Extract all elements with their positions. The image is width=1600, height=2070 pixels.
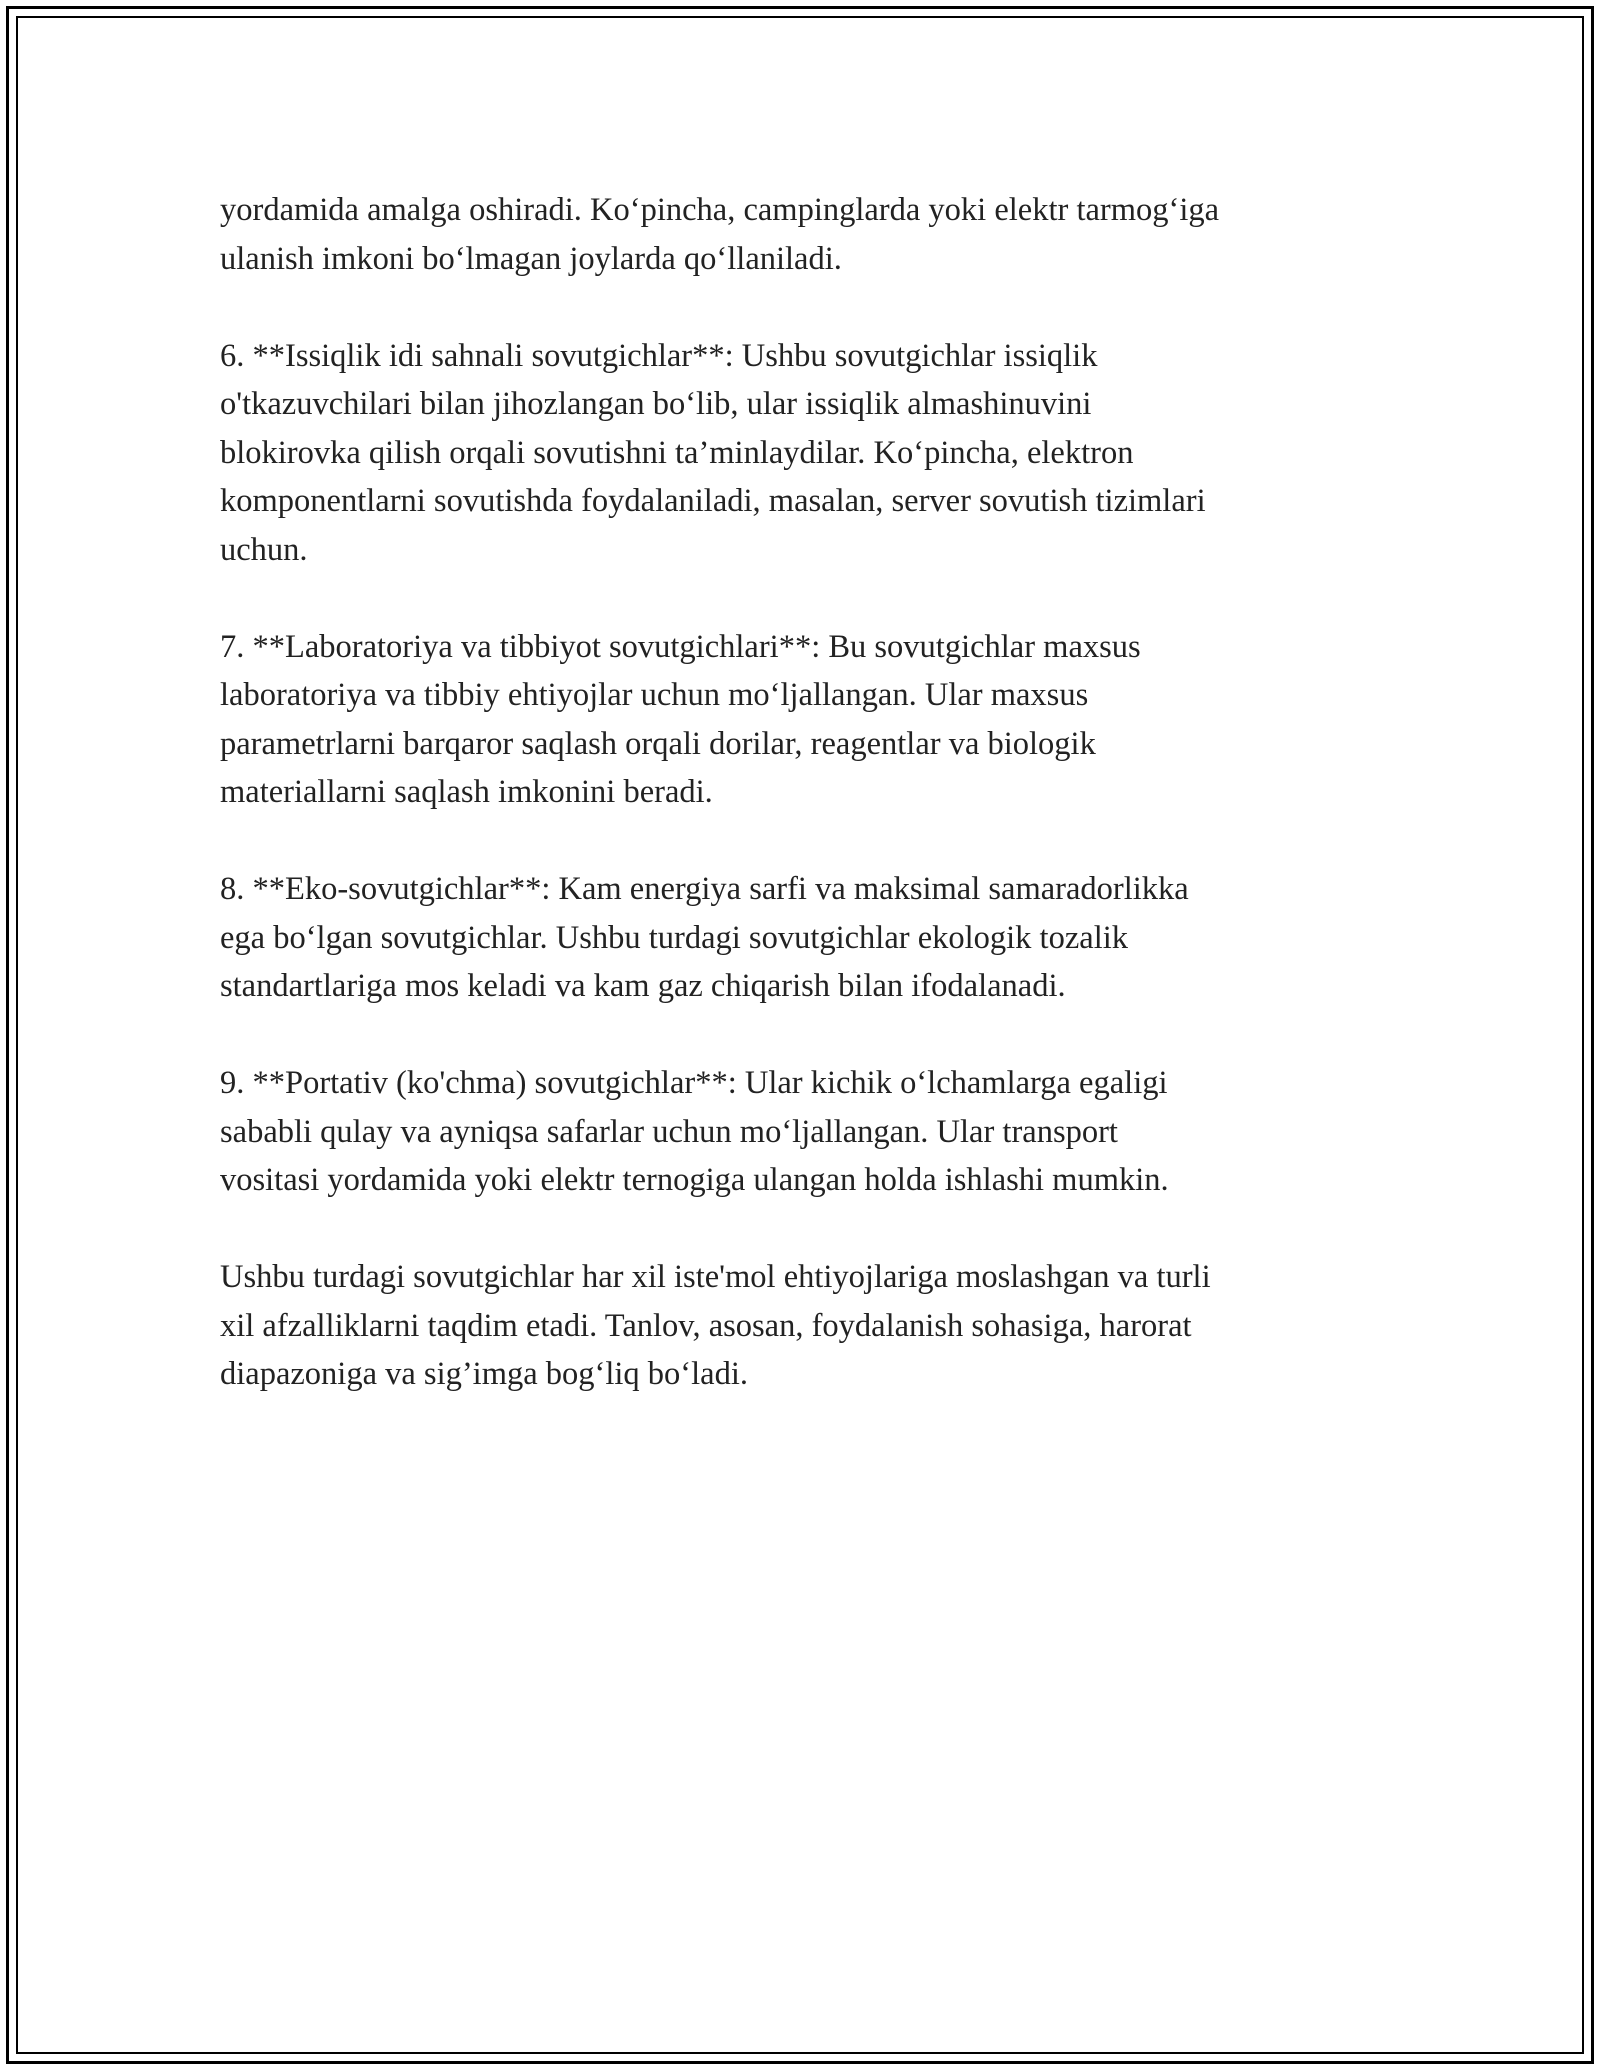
paragraph-item-9: 9. **Portativ (ko'chma) sovutgichlar**: Ular kichik o‘lchamlarga egaligi sababli qulay va ayniqsa safarlar uchun mo‘ljallangan. Ular transport vositasi yordamida yoki elektr ternogiga ulangan holda ishlashi mumkin.: [220, 1065, 1169, 1198]
paragraph-item-7: 7. **Laboratoriya va tibbiyot sovutgichlari**: Bu sovutgichlar maxsus laboratoriya va tibbiy ehtiyojlar uchun mo‘ljallangan. Ular maxsus parametrlarni barqaror saqlash orqali dorilar, reagentlar va biologik materiallarni saqlash imkonini beradi.: [220, 628, 1141, 810]
paragraph-continuation: yordamida amalga oshiradi. Ko‘pincha, campinglarda yoki elektr tarmog‘iga ulanish imkoni bo‘lmagan joylarda qo‘llaniladi.: [220, 192, 1220, 277]
document-body: [220, 186, 1380, 1447]
paragraph-item-6: 6. **Issiqlik idi sahnali sovutgichlar**: Ushbu sovutgichlar issiqlik o'tkazuvchilari bilan jihozlangan bo‘lib, ular issiqlik almashinuvini blokirovka qilish orqali sovutishni ta’minlaydilar. Ko‘pincha, elektron komponentlarni sovutishda foydalaniladi, masalan, server sovutish tizimlari uchun.: [220, 337, 1206, 568]
paragraph-item-8: 8. **Eko-sovutgichlar**: Kam energiya sarfi va maksimal samaradorlikka ega bo‘lgan sovutgichlar. Ushbu turdagi sovutgichlar ekologik tozalik standartlariga mos keladi va kam gaz chiqarish bilan ifodalanadi.: [220, 871, 1189, 1004]
paragraph-conclusion: Ushbu turdagi sovutgichlar har xil iste'mol ehtiyojlariga moslashgan va turli xil afzalliklarni taqdim etadi. Tanlov, asosan, foydalanish sohasiga, harorat diapazoniga va sig’imga bog‘liq bo‘ladi.: [220, 1259, 1211, 1392]
